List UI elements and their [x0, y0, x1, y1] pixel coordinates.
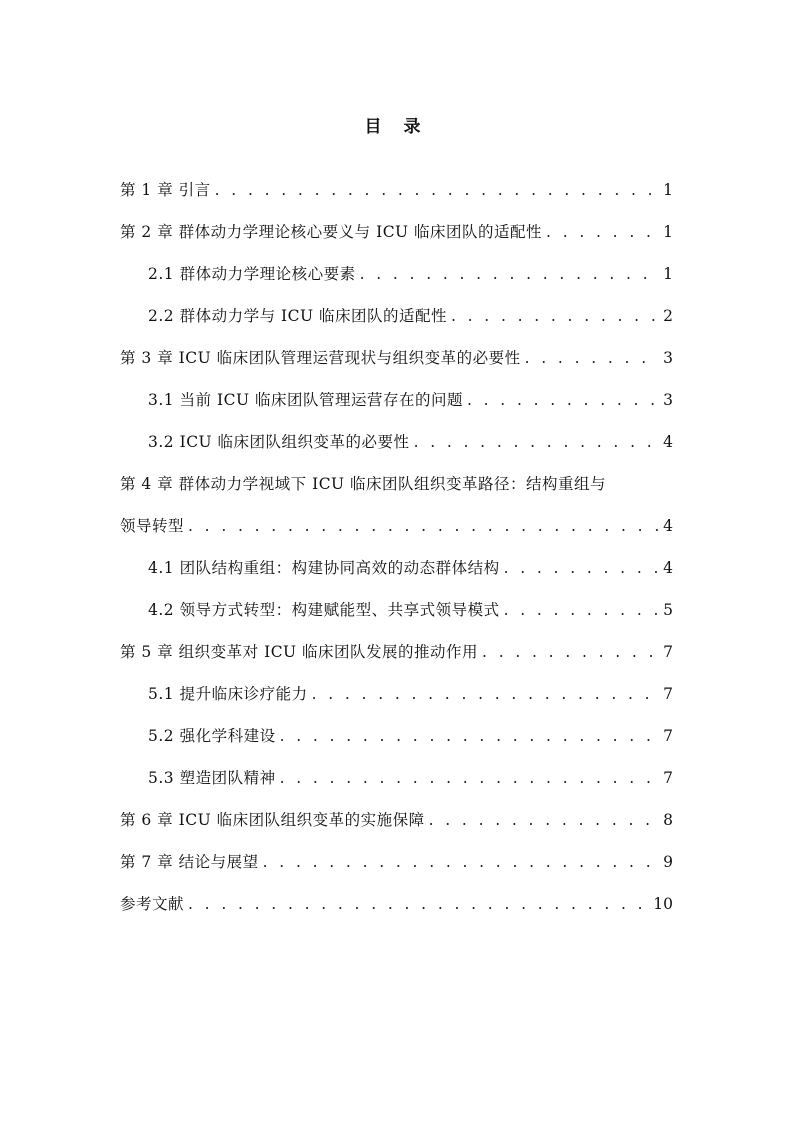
toc-entry[interactable] [120, 589, 673, 631]
dot-leader [429, 799, 660, 841]
toc-entry-label: 2.2 群体动力学与 ICU 临床团队的适配性 [148, 307, 447, 325]
toc-page-number: 7 [663, 769, 673, 787]
toc-entry-label: 3.2 ICU 临床团队组织变革的必要性 [148, 433, 410, 451]
toc-entry[interactable] [120, 169, 673, 211]
toc-entry[interactable] [120, 631, 673, 673]
table-of-contents [120, 169, 673, 925]
toc-entry[interactable] [120, 295, 673, 337]
dot-leader [451, 295, 659, 337]
toc-page-number: 8 [663, 811, 673, 829]
toc-page-number: 9 [663, 853, 673, 871]
toc-entry[interactable] [120, 253, 673, 295]
toc-page-number: 1 [663, 181, 673, 199]
toc-entry[interactable] [120, 673, 673, 715]
toc-entry-label: 领导转型 [120, 517, 185, 535]
toc-entry[interactable] [120, 799, 673, 841]
toc-entry[interactable] [120, 547, 673, 589]
toc-page-number: 4 [663, 559, 673, 577]
toc-entry-label: 参考文献 [120, 895, 185, 913]
dot-leader [263, 841, 659, 883]
toc-page-number: 3 [663, 391, 673, 409]
toc-entry[interactable] [120, 505, 673, 547]
dot-leader [482, 631, 659, 673]
toc-entry-label: 5.1 提升临床诊疗能力 [148, 685, 308, 703]
toc-entry-label: 第 6 章 ICU 临床团队组织变革的实施保障 [120, 811, 425, 829]
toc-entry-label: 3.1 当前 ICU 临床团队管理运营存在的问题 [148, 391, 463, 409]
dot-leader [504, 589, 660, 631]
dot-leader [280, 757, 660, 799]
toc-page-number: 7 [663, 727, 673, 745]
dot-leader [414, 421, 660, 463]
toc-entry-label: 第 5 章 组织变革对 ICU 临床团队发展的推动作用 [120, 643, 479, 661]
dot-leader [215, 169, 659, 211]
toc-page-number: 10 [653, 895, 673, 913]
toc-entry[interactable] [120, 421, 673, 463]
toc-page-number: 4 [663, 433, 673, 451]
toc-entry-label: 4.1 团队结构重组：构建协同高效的动态群体结构 [148, 559, 500, 577]
toc-entry-label: 第 3 章 ICU 临床团队管理运营现状与组织变革的必要性 [120, 349, 521, 367]
dot-leader [280, 715, 660, 757]
toc-page-number: 5 [663, 601, 673, 619]
toc-entry-label: 第 7 章 结论与展望 [120, 853, 259, 871]
toc-entry-label: 5.2 强化学科建设 [148, 727, 276, 745]
toc-page-number: 1 [663, 265, 673, 283]
dot-leader [467, 379, 659, 421]
toc-page-number: 7 [663, 643, 673, 661]
dot-leader [188, 505, 659, 547]
toc-entry[interactable] [120, 379, 673, 421]
toc-entry-label: 第 1 章 引言 [120, 181, 211, 199]
toc-entry[interactable] [120, 883, 673, 925]
toc-entry-label: 2.1 群体动力学理论核心要素 [148, 265, 356, 283]
toc-entry-label: 5.3 塑造团队精神 [148, 769, 276, 787]
toc-entry[interactable] [120, 337, 673, 379]
dot-leader [525, 337, 660, 379]
dot-leader [546, 211, 659, 253]
toc-page-number: 7 [663, 685, 673, 703]
toc-page-number: 4 [663, 517, 673, 535]
toc-entry-wrapped-line[interactable]: 第 4 章 群体动力学视域下 ICU 临床团队组织变革路径：结构重组与 [120, 475, 607, 493]
toc-page-number: 1 [663, 223, 673, 241]
toc-page-number: 2 [663, 307, 673, 325]
toc-entry[interactable] [120, 715, 673, 757]
toc-entry[interactable] [120, 757, 673, 799]
dot-leader [188, 883, 649, 925]
toc-entry-label: 4.2 领导方式转型：构建赋能型、共享式领导模式 [148, 601, 500, 619]
dot-leader [360, 253, 660, 295]
toc-entry-label: 第 2 章 群体动力学理论核心要义与 ICU 临床团队的适配性 [120, 223, 543, 241]
toc-title: 目 录 [364, 117, 429, 137]
toc-page-number: 3 [663, 349, 673, 367]
toc-entry[interactable] [120, 211, 673, 253]
toc-entry[interactable] [120, 841, 673, 883]
dot-leader [312, 673, 660, 715]
dot-leader [504, 547, 660, 589]
